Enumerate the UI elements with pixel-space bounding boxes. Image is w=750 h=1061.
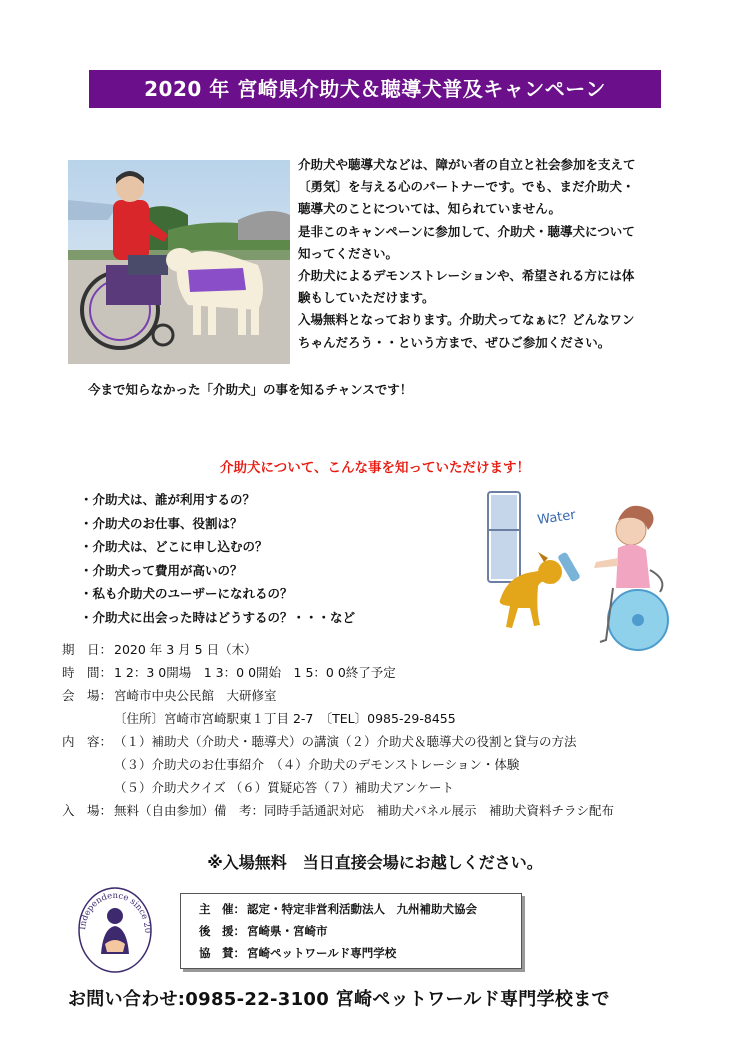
intro-text [298, 154, 718, 354]
dog-water-illustration [478, 480, 678, 660]
content-value: （５）介助犬クイズ （６）質疑応答（７）補助犬アンケート [114, 780, 454, 795]
section-subhead: 介助犬について、こんな事を知っていただけます！ [220, 460, 530, 476]
content-value: （３）介助犬のお仕事紹介 （４）介助犬のデモンストレーション・体験 [114, 757, 520, 772]
intro-line: 介助犬によるデモンストレーションや、希望される方には体 [298, 268, 635, 284]
association-logo [75, 882, 155, 974]
sponsor-label: 後 援： [199, 924, 245, 938]
list-item: ・介助犬に出会った時はどうするの？・・・など [80, 609, 356, 625]
intro-line: 〔勇気〕を与える心のパートナーです。でも、まだ介助犬・ [298, 179, 635, 195]
svg-text:Independence since 2006: Independence since 20 [78, 890, 153, 934]
time-value: 1 2：3 0開場 1 3：0 0開始 1 5：0 0終了予定 [114, 665, 396, 680]
wheelchair-user-with-dog-photo [68, 160, 290, 364]
water-text: Water [536, 507, 577, 528]
question-list [80, 488, 355, 629]
venue-value: 宮崎市中央公民館 大研修室 [114, 688, 277, 703]
intro-line: ちゃんだろう・・という方まで、ぜひご参加ください。 [298, 334, 611, 350]
event-details [62, 638, 614, 822]
address-value: 〔住所〕宮崎市宮崎駅東１丁目 2-7 〔TEL〕0985-29-8455 [114, 711, 456, 726]
list-item: ・介助犬は、誰が利用するの？ [80, 492, 256, 507]
venue-label: 会 場： [62, 688, 113, 703]
entry-row [62, 799, 614, 822]
date-row [62, 638, 614, 661]
content-row [62, 776, 614, 799]
list-item: ・介助犬は、どこに申し込むの？ [80, 539, 268, 554]
admission-notice: ※入場無料 当日直接会場にお越しください。 [207, 853, 543, 872]
page-title: 2020 年 宮崎県介助犬＆聴導犬普及キャンペーン [89, 70, 661, 108]
organizer-value: 認定・特定非営利活動法人 九州補助犬協会 [247, 902, 477, 916]
entry-value: 無料（自由参加）備 考：同時手話通訳対応 補助犬パネル展示 補助犬資料チラシ配布 [114, 803, 615, 818]
supporter-label: 協 賛： [199, 946, 245, 960]
intro-line: 験もしていただけます。 [298, 290, 435, 306]
content-row [62, 753, 614, 776]
organizer-box [180, 893, 522, 969]
sponsor-value: 宮崎県・宮崎市 [247, 924, 328, 938]
organizer-label: 主 催： [199, 902, 245, 916]
time-row [62, 661, 614, 684]
supporter-row [199, 945, 396, 961]
date-value: 2020 年 3 月 5 日（木） [114, 642, 257, 657]
intro-line: 是非このキャンペーンに参加して、介助犬・聴導犬について [298, 223, 635, 239]
intro-line: 介助犬や聴導犬などは、障がい者の自立と社会参加を支えて [298, 157, 636, 172]
intro-line: 知ってください。 [298, 245, 399, 261]
supporter-value: 宮崎ペットワールド専門学校 [247, 946, 397, 960]
contact-info: お問い合わせ:0985-22-3100 宮崎ペットワールド専門学校まで [68, 989, 610, 1010]
list-item: ・介助犬って費用が高いの？ [80, 562, 243, 578]
date-label: 期 日： [62, 642, 113, 657]
time-label: 時 間： [62, 665, 113, 680]
content-label: 内 容： [62, 734, 113, 749]
content-row [62, 730, 614, 753]
venue-row [62, 684, 614, 707]
entry-label: 入 場： [62, 803, 113, 818]
intro-line: 入場無料となっております。介助犬ってなぁに？どんなワン [298, 312, 635, 328]
list-item: ・私も介助犬のユーザーになれるの？ [80, 586, 293, 601]
content-value: （１）補助犬（介助犬・聴導犬）の講演（２）介助犬＆聴導犬の役割と貸与の方法 [114, 734, 577, 749]
list-item: ・介助犬のお仕事、役割は？ [80, 515, 243, 531]
sponsor-row [199, 923, 328, 939]
chance-text: 今まで知らなかった「介助犬」の事を知るチャンスです！ [88, 382, 413, 397]
address-row [62, 707, 614, 730]
intro-line: 聴導犬のことについては、知られていません。 [298, 201, 562, 217]
organizer-row [199, 901, 477, 917]
